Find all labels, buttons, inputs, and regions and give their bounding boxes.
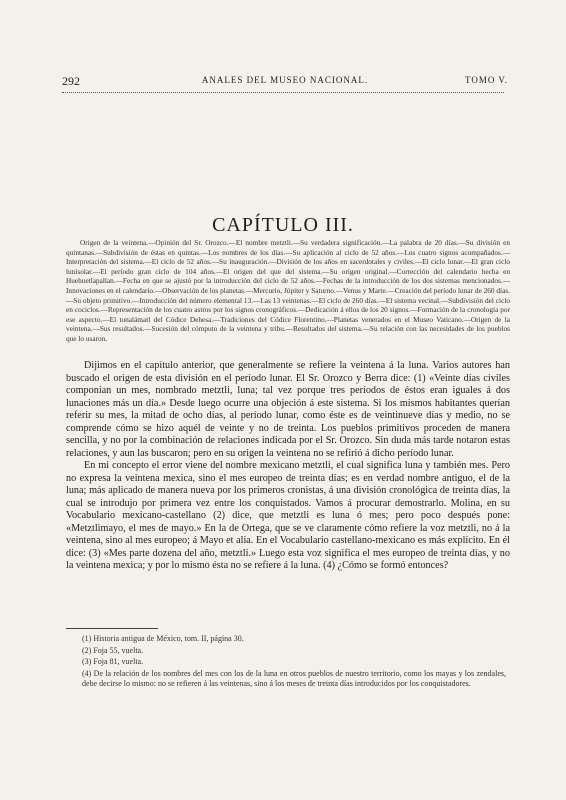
footnote-rule (66, 628, 158, 629)
footnote: (1) Historia antigua de México, tom. II, página 30. (82, 634, 244, 643)
chapter-summary: Origen de la veintena.—Opinión del Sr. Orozco.—El nombre metztli.—Su verdadera significación.—La palabra de 20 días.—Su división en quintanas.—Subdivisión de éstas en quintas.—Los nombres de los días.—Su aplicación al ciclo de 52 años.—Los cuatro signos acompañados.—Interpretación del sistema.—El ciclo de 52 años.—Su inauguración.—División de los años en sacerdotales y civiles.—El ciclo lunar.—El gran ciclo lunisolar.—El período gran ciclo de 104 años.—El origen del que del sistema.—Su origen original.—Corrección del calendario hecha en Huehuetlapallan.—Fecha en que se ajustó por la introducción del ciclo de 52 años.—Fechas de la introducción de los dos sistemas mencionados.—Innovaciones en el calendario.—Observación de los planetas.—Mercurio, Júpiter y Saturno.—Venus y Marte.—Creación del período lunar de 260 días.—Su objeto primitivo.—Introducción del número elemental 13.—Las 13 veintenas.—El ciclo de 260 días.—El sistema vecinal.—Subdivisión del ciclo en cociclos.—Representación de los cuatro astros por los signos cronográficos.—Dedicación á ellos de los 20 signos.—Formación de la cronología por ese aspecto.—El tonalámatl del Códice Dehesa.—Tradiciones del Códice Florentino.—Planetas venerados en el Museo Vaticano.—Origen de la veintena.—Sus resultados.—Sucesión del cómputo de la veintena y tribu.—Resultados del sistema.—Su relación con las necesidades de los pueblos que lo usaron. (66, 238, 510, 343)
footnote: (4) De la relación de los nombres del mes con los de la luna en otros pueblos de nuestro territorio, como los mayas y los zendales, debe decirse lo mismo: no se refieren á las veintenas, sino á los meses de treinta días introducidos por los conquistadores. (82, 668, 506, 689)
paragraph: En mi concepto el error viene del nombre mexicano metztli, el cual significa luna y también mes. Pero no expresa la veintena mexica, sino el mes europeo de treinta días; es en verdad nombre antiguo, el de la luna; más aplicado de manera nueva por los primeros cronistas, á una división cronológica de treinta días, la cual se introdujo por primera vez entre los conquistados. Vamos á procurar demostrarlo. Molina, en su Vocabulario mexicano-castellano (2) dice, que metztli es luna ó mes; pero poco después pone: «Metztlimayo, el mes de mayo.» En la de Ortega, que se ve claramente cómo refiere la voz metztli, no á la veintena, sino al mes europeo; á Mayo et alia. En el Vocabulario castellano-mexicano es más explícito. En él dice: (3) «Mes parte dozena del año, metztli.» Luego esta voz significa el mes europeo de treinta días, y no la veintena mexica; y por lo mismo ésta no se refiere á la luna. (4) ¿Cómo se formó entonces? (66, 460, 510, 571)
footnote: (2) Foja 55, vuelta. (82, 645, 144, 655)
chapter-title: CAPÍTULO III. (212, 214, 354, 237)
volume-label: TOMO V. (464, 75, 508, 85)
page-number: 292 (62, 74, 80, 88)
footnotes (66, 634, 506, 691)
running-head (62, 74, 508, 88)
paragraph: Dijimos en el capítulo anterior, que generalmente se refiere la veintena á la luna. Varios autores han buscado el origen de esta división en el período lunar. El Sr. Orozco y Berra dice: (1) «Veinte días civiles componían un mes, nombrado metztli, luna; tal vez porque tres períodos de éstos eran iguales á dos lunaciones más un día.» Desde luego ocurre una objeción á este sistema. Si los mismos habitantes querían referir su mes, la mitad de ocho días, al período lunar, como éste es de veintinueve días y medio, no se comprende cómo se hizo aquél de veinte y no de treinta. Los pueblos primitivos proceden de manera sencilla, y no por la combinación de relaciones indicada por el Sr. Orozco. Sin duda más tarde notaron estas relaciones, y aun las buscaron; pero en su origen la veintena no se refirió á dicho período lunar. (66, 360, 510, 459)
header-rule (62, 92, 504, 93)
running-head-title: ANALES DEL MUSEO NACIONAL. (201, 75, 369, 85)
body-text (66, 360, 510, 573)
footnote: (3) Foja 81, vuelta. (82, 657, 144, 667)
